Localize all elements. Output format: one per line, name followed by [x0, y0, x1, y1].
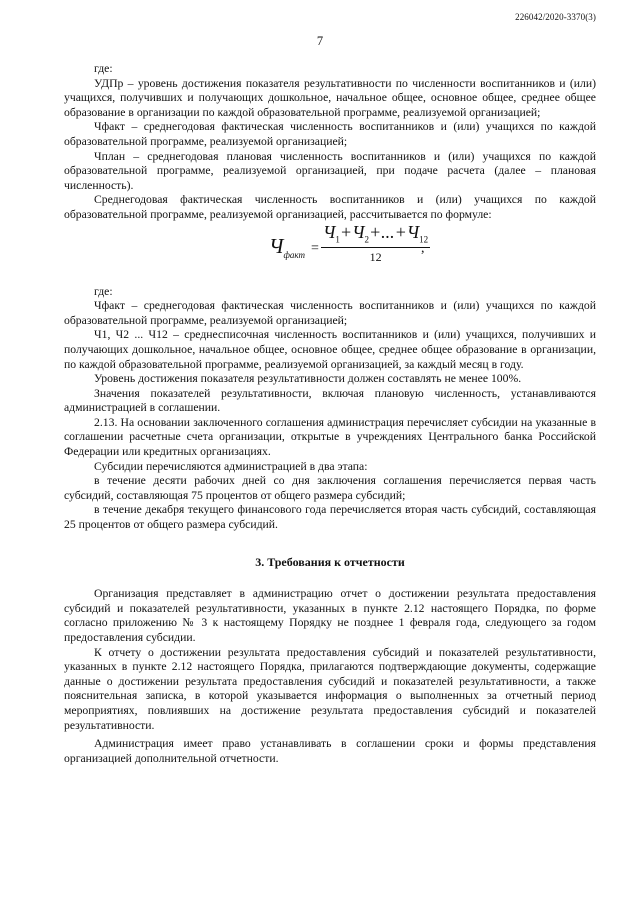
- definition-ch-monthly: Ч1, Ч2 ... Ч12 – среднесписочная численность воспитанников и (или) учащихся, получивших и получающих дошкольное, начальное общее, основное общее, среднее общее образование в организации, по каждой образовательной программе, реализуемой организацией, за каждый месяц в году.: [64, 328, 596, 371]
- formula-lhs: $Ч_{факт}$: [269, 233, 305, 260]
- stage-two: в течение декабря текущего финансового года перечисляется вторая часть субсидий, составляющая 25 процентов от общего размера субсидий.: [64, 503, 596, 532]
- formula-equals: =: [311, 240, 319, 256]
- section-3-paragraph: Организация представляет в администрацию отчет о достижении результата предоставления субсидий и показателей результативности, указанных в пункте 2.12 настоящего Порядка, по форме согласно приложению № 3 к настоящему Порядку не позднее 1 февраля года, следующего за годом предоставления субсидии.: [64, 587, 596, 644]
- definition-ch-fact-2: Чфакт – среднегодовая фактическая численность воспитанников и (или) учащихся по каждой образовательной программе, реализуемой организацией;: [64, 299, 596, 327]
- formula-fraction: [321, 221, 430, 265]
- section-3-paragraph: К отчету о достижении результата предоставления субсидий и показателей результативности, указанных в пункте 2.12 настоящего Порядка, прилагаются подтверждающие документы, содержащие данные о достижении результата предоставления субсидий и показателей результативности, а также пояснительная записка, в которой указывается информация о выполненных за отчетный период мероприятиях, повлиявших на достижение результата предоставления субсидий и показателей результативности.: [64, 645, 596, 732]
- where-label: где:: [94, 62, 113, 75]
- section-3-heading: 3. Требования к отчетности: [255, 554, 405, 569]
- document-id: 226042/2020-3370(3): [515, 12, 596, 22]
- where-label-2: где:: [94, 284, 113, 298]
- formula-comma: ,: [421, 240, 425, 256]
- formula-intro: Среднегодовая фактическая численность воспитанников и (или) учащихся по каждой образовательной программе, реализуемой организацией, рассчитывается по формуле:: [64, 193, 596, 221]
- stage-one: в течение десяти рабочих дней со дня заключения соглашения перечисляется первая часть субсидий, составляющая 75 процентов от общего размера субсидий;: [64, 474, 596, 502]
- document-body: [64, 62, 596, 766]
- definition-udp: УДПр – уровень достижения показателя результативности по численности воспитанников и (или) учащихся, получивших и получающих дошкольное, начальное общее, основное общее, среднее общее образование в организации по каждой образовательной программе, реализуемой организацией;: [64, 76, 596, 119]
- indicator-values: Значения показателей результативности, включая плановую численность, устанавливаются администрацией в соглашении.: [64, 386, 596, 415]
- definition-ch-fact: Чфакт – среднегодовая фактическая численность воспитанников и (или) учащихся по каждой образовательной программе, реализуемой организацией;: [64, 120, 596, 148]
- target-level: Уровень достижения показателя результативности должен составлять не менее 100%.: [94, 372, 522, 386]
- page-number: 7: [316, 34, 324, 48]
- definition-ch-plan: Чплан – среднегодовая плановая численность воспитанников и (или) учащихся по каждой образовательной программе, реализуемой организацией, при подаче расчета (далее – плановая численность).: [64, 149, 596, 192]
- formula-numerator: $Ч_1+Ч_2+...+Ч_{12}$: [321, 225, 430, 248]
- two-stages: Субсидии перечисляются администрацией в два этапа:: [94, 459, 368, 473]
- section-3-paragraph: Администрация имеет право устанавливать в соглашении сроки и формы представления организацией дополнительной отчетности.: [64, 737, 596, 765]
- formula: [64, 223, 596, 285]
- formula-denominator: 12: [369, 249, 382, 264]
- clause-2-13: 2.13. На основании заключенного соглашения администрация перечисляет субсидии на указанные в соглашении расчетные счета организации, открытые в учреждениях Центрального банка Российской Федерации или кредитных организациях.: [64, 415, 596, 459]
